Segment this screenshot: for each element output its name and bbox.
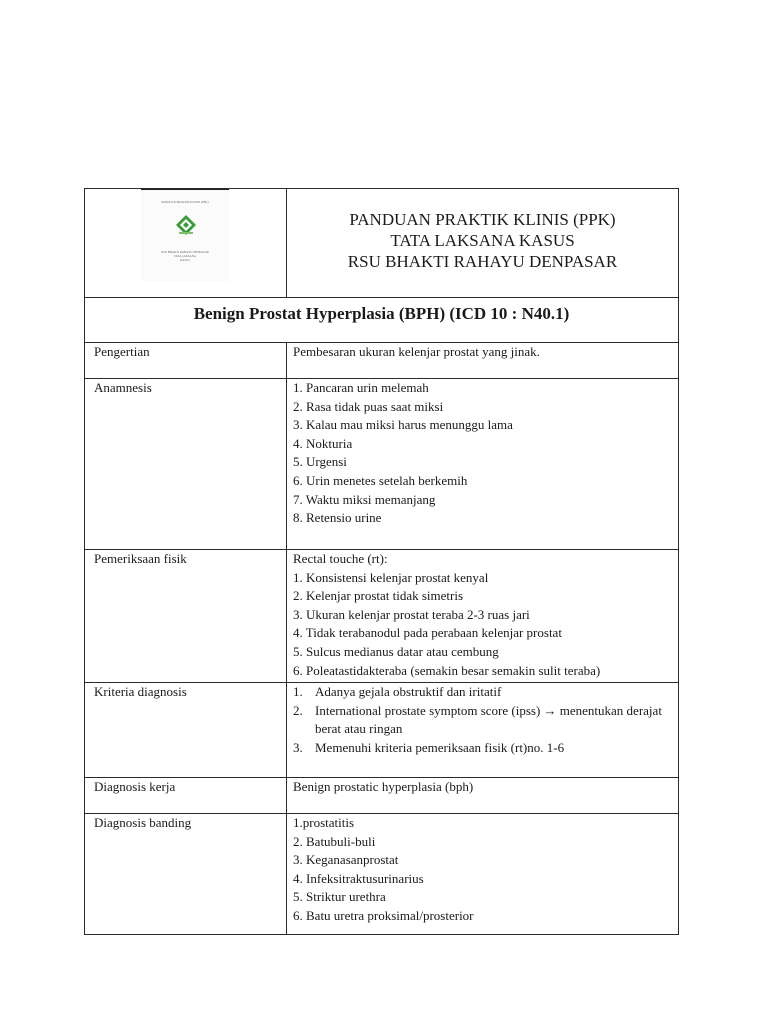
row-kriteria-diagnosis <box>85 683 679 778</box>
disease-heading: Benign Prostat Hyperplasia (BPH) (ICD 10 : N40.1) <box>85 298 679 343</box>
row-content <box>287 550 679 683</box>
list-item: 7. Waktu miksi memanjang <box>293 491 436 507</box>
row-label: Anamnesis <box>85 379 287 550</box>
item-number: 1. <box>293 684 303 699</box>
list-item: 4. Infeksitraktusurinarius <box>293 870 424 886</box>
logo-cell <box>85 189 287 298</box>
item-number: 2. <box>293 702 303 718</box>
row-label: Diagnosis kerja <box>85 778 287 814</box>
list-item: 3. Ukuran kelenjar prostat teraba 2-3 ruas jari <box>293 606 530 622</box>
list-item: 5. Sulcus medianus datar atau cembung <box>293 643 499 659</box>
list-item: 6. Urin menetes setelah berkemih <box>293 472 468 488</box>
row-content <box>287 778 679 814</box>
logo-sub-line: KASUS <box>180 258 190 262</box>
title-line: PANDUAN PRAKTIK KLINIS (PPK) <box>349 210 616 229</box>
row-pemeriksaan-fisik <box>85 550 679 683</box>
list-item: 1. Pancaran urin melemah <box>293 380 429 395</box>
item-text: International prostate symptom score (ipss) → menentukan derajat berat atau ringan <box>315 702 662 737</box>
list-item: 6. Batu uretra proksimal/prosterior <box>293 907 474 923</box>
row-label: Kriteria diagnosis <box>85 683 287 778</box>
item-text: Memenuhi kriteria pemeriksaan fisik (rt)no. 1-6 <box>315 739 565 755</box>
list-item: Rectal touche (rt): <box>293 551 388 566</box>
list-item: 5. Urgensi <box>293 454 347 470</box>
list-item: 2. Rasa tidak puas saat miksi <box>293 398 444 414</box>
row-pengertian <box>85 343 679 379</box>
title-line: RSU BHAKTI RAHAYU DENPASAR <box>347 252 618 271</box>
row-content <box>287 343 679 379</box>
title-line: TATA LAKSANA KASUS <box>390 231 575 250</box>
row-content <box>287 379 679 550</box>
hospital-logo <box>141 189 229 282</box>
logo-sub-line: RSU BHAKTI RAHAYU DENPASAR <box>161 250 209 254</box>
list-item: 4. Nokturia <box>293 435 353 451</box>
row-content <box>287 683 679 778</box>
heading-row <box>85 298 679 343</box>
content-line: Benign prostatic hyperplasia (bph) <box>293 779 474 794</box>
list-item: 3. Keganasanprostat <box>293 852 399 868</box>
list-item: 4. Tidak terabanodul pada perabaan kelenjar prostat <box>293 625 562 641</box>
list-item: 1. Konsistensi kelenjar prostat kenyal <box>293 569 489 585</box>
row-label: Pemeriksaan fisik <box>85 550 287 683</box>
list-item <box>293 739 678 758</box>
row-label: Diagnosis banding <box>85 814 287 935</box>
logo-sub-line: TATA LAKSANA <box>173 254 197 258</box>
ppk-table <box>84 188 679 935</box>
list-item: 5. Striktur urethra <box>293 889 386 905</box>
list-item: 1.prostatitis <box>293 815 355 830</box>
row-anamnesis <box>85 379 679 550</box>
list-item: 3. Kalau mau miksi harus menunggu lama <box>293 417 513 433</box>
row-content <box>287 814 679 935</box>
list-item: 6. Poleatastidakteraba (semakin besar semakin sulit teraba) <box>293 662 601 678</box>
list-item: 2. Batubuli-buli <box>293 833 376 849</box>
list-item <box>293 683 678 702</box>
row-diagnosis-kerja <box>85 778 679 814</box>
list-item: 2. Kelenjar prostat tidak simetris <box>293 588 464 604</box>
row-diagnosis-banding <box>85 814 679 935</box>
row-label: Pengertian <box>85 343 287 379</box>
logo-tiny-title: PANDUAN PRAKTIK KLINIS (PPK) <box>161 200 209 204</box>
item-number: 3. <box>293 739 303 755</box>
header-row <box>85 189 679 298</box>
list-item: 8. Retensio urine <box>293 510 382 526</box>
content-line: Pembesaran ukuran kelenjar prostat yang jinak. <box>293 344 540 359</box>
document-title-cell <box>287 189 679 298</box>
list-item <box>293 702 678 739</box>
hospital-emblem-icon <box>175 214 197 236</box>
item-text: Adanya gejala obstruktif dan iritatif <box>315 684 502 699</box>
logo-subtext <box>145 250 225 262</box>
